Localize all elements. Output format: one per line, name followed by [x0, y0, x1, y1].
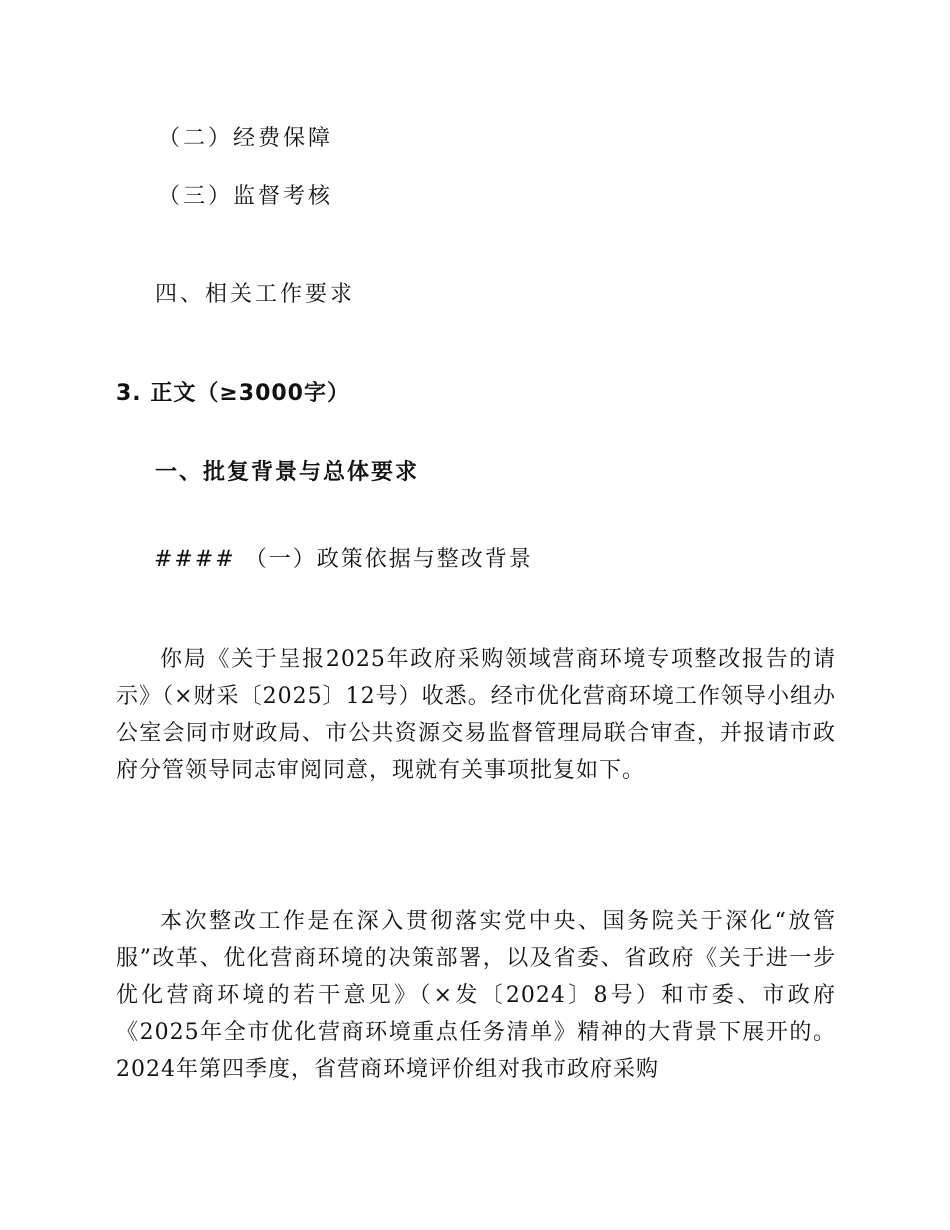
outline-item-supervision: （三）监督考核 — [158, 184, 334, 209]
outline-section-requirements: 四、相关工作要求 — [155, 282, 356, 307]
section-1-title: 一、批复背景与总体要求 — [155, 460, 420, 485]
paragraph-background: 本次整改工作是在深入贯彻落实党中央、国务院关于深化“放管服”改革、优化营商环境的决策部署，以及省委、省政府《关于进一步优化营商环境的若干意见》（×发〔2024〕8号）和市委、市政府《2025年全市优化营商环境重点任务清单》精神的大背景下展开的。2024年第四季度，省营商环境评价组对我市政府采购 — [116, 909, 836, 1082]
body-heading: 3. 正文（≥3000字） — [116, 381, 350, 406]
outline-item-funding: （二）经费保障 — [158, 126, 334, 151]
subsection-1-title: #### （一）政策依据与整改背景 — [154, 547, 533, 572]
paragraph-reply: 你局《关于呈报2025年政府采购领域营商环境专项整改报告的请示》（×财采〔2025〕12号）收悉。经市优化营商环境工作领导小组办公室会同市财政局、市公共资源交易监督管理局联合审查，并报请市政府分管领导同志审阅同意，现就有关事项批复如下。 — [116, 647, 836, 783]
